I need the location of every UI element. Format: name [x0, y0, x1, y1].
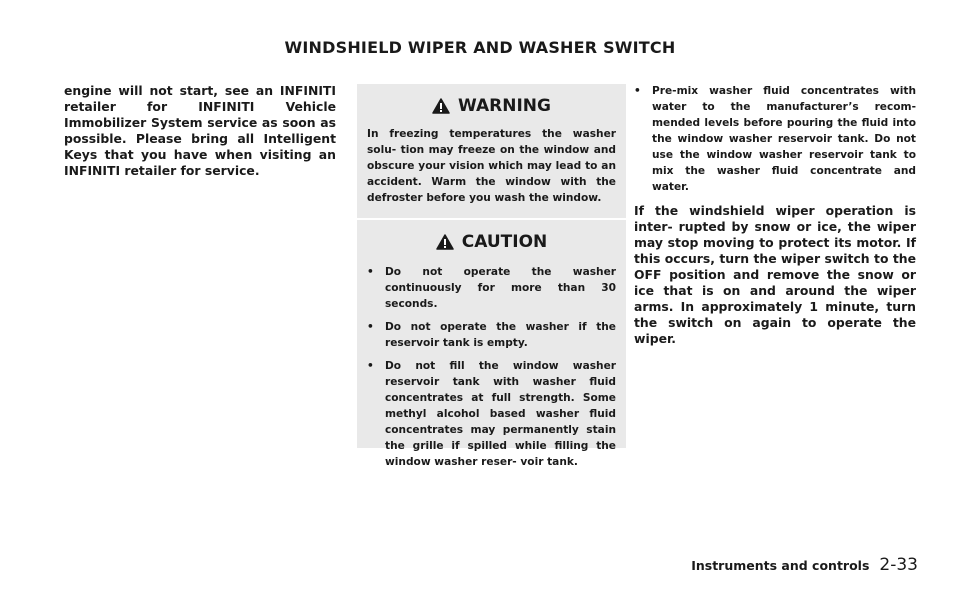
premix-list: [634, 83, 916, 195]
caution-list: [367, 264, 616, 470]
warning-title: WARNING: [458, 96, 551, 116]
warning-box: [357, 84, 626, 218]
warning-title-row: [367, 84, 616, 120]
warning-text: In freezing temperatures the washer solu- tion may freeze on the window and obscure your vision which may lead to an accident. Warm the window with the defroster before you wash the window.: [367, 128, 616, 204]
bullet-icon: •: [367, 266, 374, 278]
footer-section-title: Instruments and controls: [691, 558, 870, 573]
page-title: WINDSHIELD WIPER AND WASHER SWITCH: [284, 38, 676, 57]
page-number: 2-33: [879, 555, 918, 575]
column-right: [634, 83, 916, 347]
list-item-text: Do not fill the window washer reservoir tank with washer fluid concentrates at full strength. Some methyl alcohol based washer fluid concentrates may permanently stain the grille if spilled while filling the window washer reser- voir tank.: [385, 360, 616, 468]
bullet-icon: •: [367, 321, 374, 333]
list-item: [367, 264, 616, 312]
caution-title-row: [367, 220, 616, 256]
list-item-text: Pre-mix washer fluid concentrates with water to the manufacturer’s recom- mended levels before pouring the fluid into the window washer reservoir tank. Do not use the window washer reservoir tank to mix the washer fluid concentrate and water.: [652, 85, 916, 193]
warning-triangle-icon: [436, 234, 454, 250]
bullet-icon: •: [634, 85, 641, 97]
warning-triangle-icon: [432, 98, 450, 114]
list-item: [367, 319, 616, 351]
caution-title: CAUTION: [461, 232, 548, 252]
page-footer: [691, 555, 918, 575]
list-item-text: Do not operate the washer if the reservoir tank is empty.: [385, 321, 616, 349]
list-item: [634, 83, 916, 195]
caution-box: [357, 220, 626, 468]
bullet-icon: •: [367, 360, 374, 372]
list-item-text: Do not operate the washer continuously for more than 30 seconds.: [385, 266, 616, 310]
wiper-paragraph: If the windshield wiper operation is inter- rupted by snow or ice, the wiper may stop moving to protect its motor. If this occurs, turn the wiper switch to the OFF position and remove the snow or ice that is on and around the wiper arms. In approximately 1 minute, turn the switch on again to operate the wiper.: [634, 203, 916, 346]
column-left-text: engine will not start, see an INFINITI retailer for INFINITI Vehicle Immobilizer System service as soon as possible. Please bring all Intelligent Keys that you have when visiting an INFINITI retailer for service.: [64, 83, 336, 178]
list-item: [367, 358, 616, 470]
